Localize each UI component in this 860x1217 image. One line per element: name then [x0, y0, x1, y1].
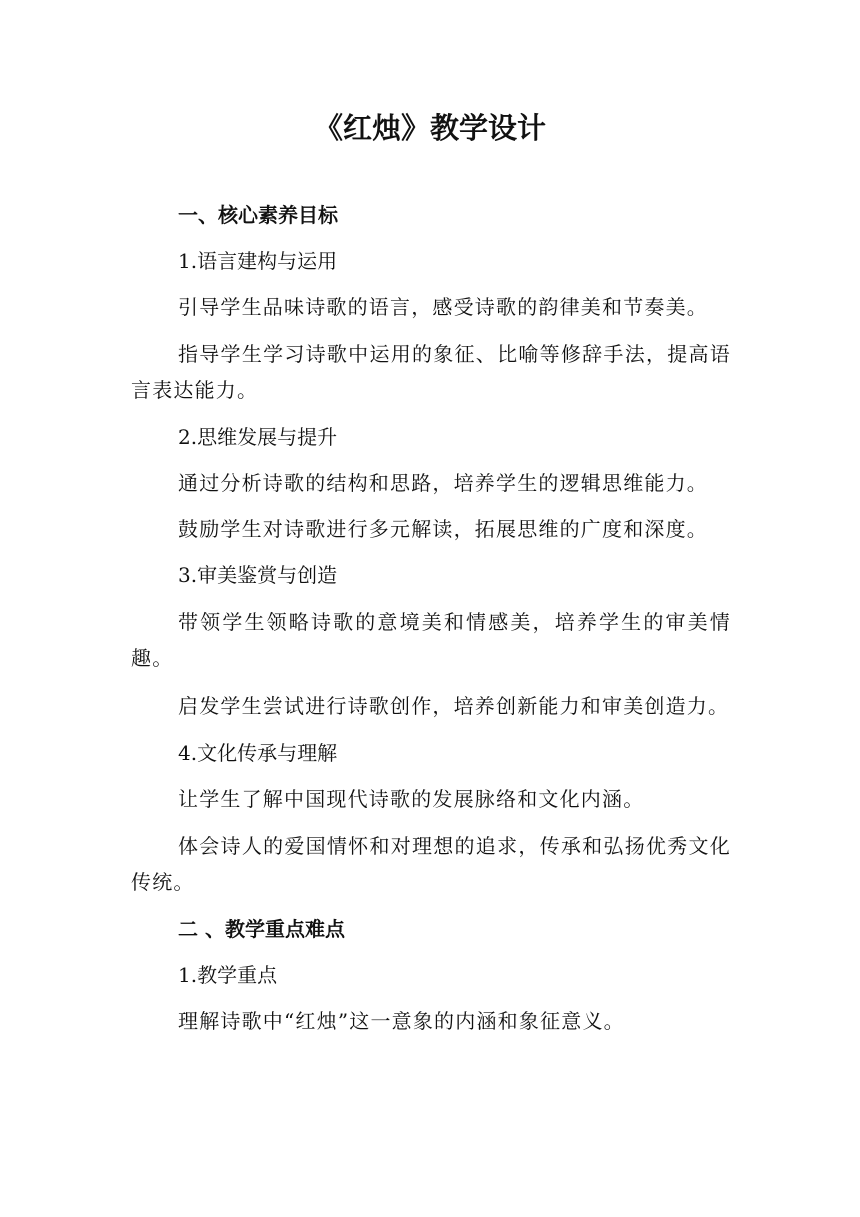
paragraph: 鼓励学生对诗歌进行多元解读，拓展思维的广度和深度。	[178, 517, 708, 541]
subsection-heading: 1.语言建构与运用	[178, 249, 338, 273]
section-heading: 一、核心素养目标	[178, 203, 338, 227]
paragraph: 启发学生尝试进行诗歌创作，培养创新能力和审美创造力。	[178, 694, 730, 718]
document-title: 《红烛》教学设计	[313, 111, 546, 145]
subsection-heading: 1.教学重点	[178, 963, 278, 987]
paragraph: 通过分析诗歌的结构和思路，培养学生的逻辑思维能力。	[178, 471, 708, 495]
paragraph: 带领学生领略诗歌的意境美和情感美，培养学生的审美情趣。	[131, 610, 731, 670]
paragraph: 体会诗人的爱国情怀和对理想的追求，传承和弘扬优秀文化传统。	[131, 834, 731, 894]
subsection-heading: 3.审美鉴赏与创造	[178, 563, 338, 587]
paragraph: 引导学生品味诗歌的语言，感受诗歌的韵律美和节奏美。	[178, 295, 708, 319]
paragraph: 指导学生学习诗歌中运用的象征、比喻等修辞手法，提高语言表达能力。	[131, 342, 731, 402]
subsection-heading: 2.思维发展与提升	[178, 425, 338, 449]
paragraph: 让学生了解中国现代诗歌的发展脉络和文化内涵。	[178, 787, 645, 811]
section-heading: 二 、教学重点难点	[178, 917, 345, 941]
subsection-heading: 4.文化传承与理解	[178, 741, 338, 765]
paragraph: 理解诗歌中“红烛”这一意象的内涵和象征意义。	[178, 1009, 625, 1033]
document-body	[131, 198, 731, 1050]
